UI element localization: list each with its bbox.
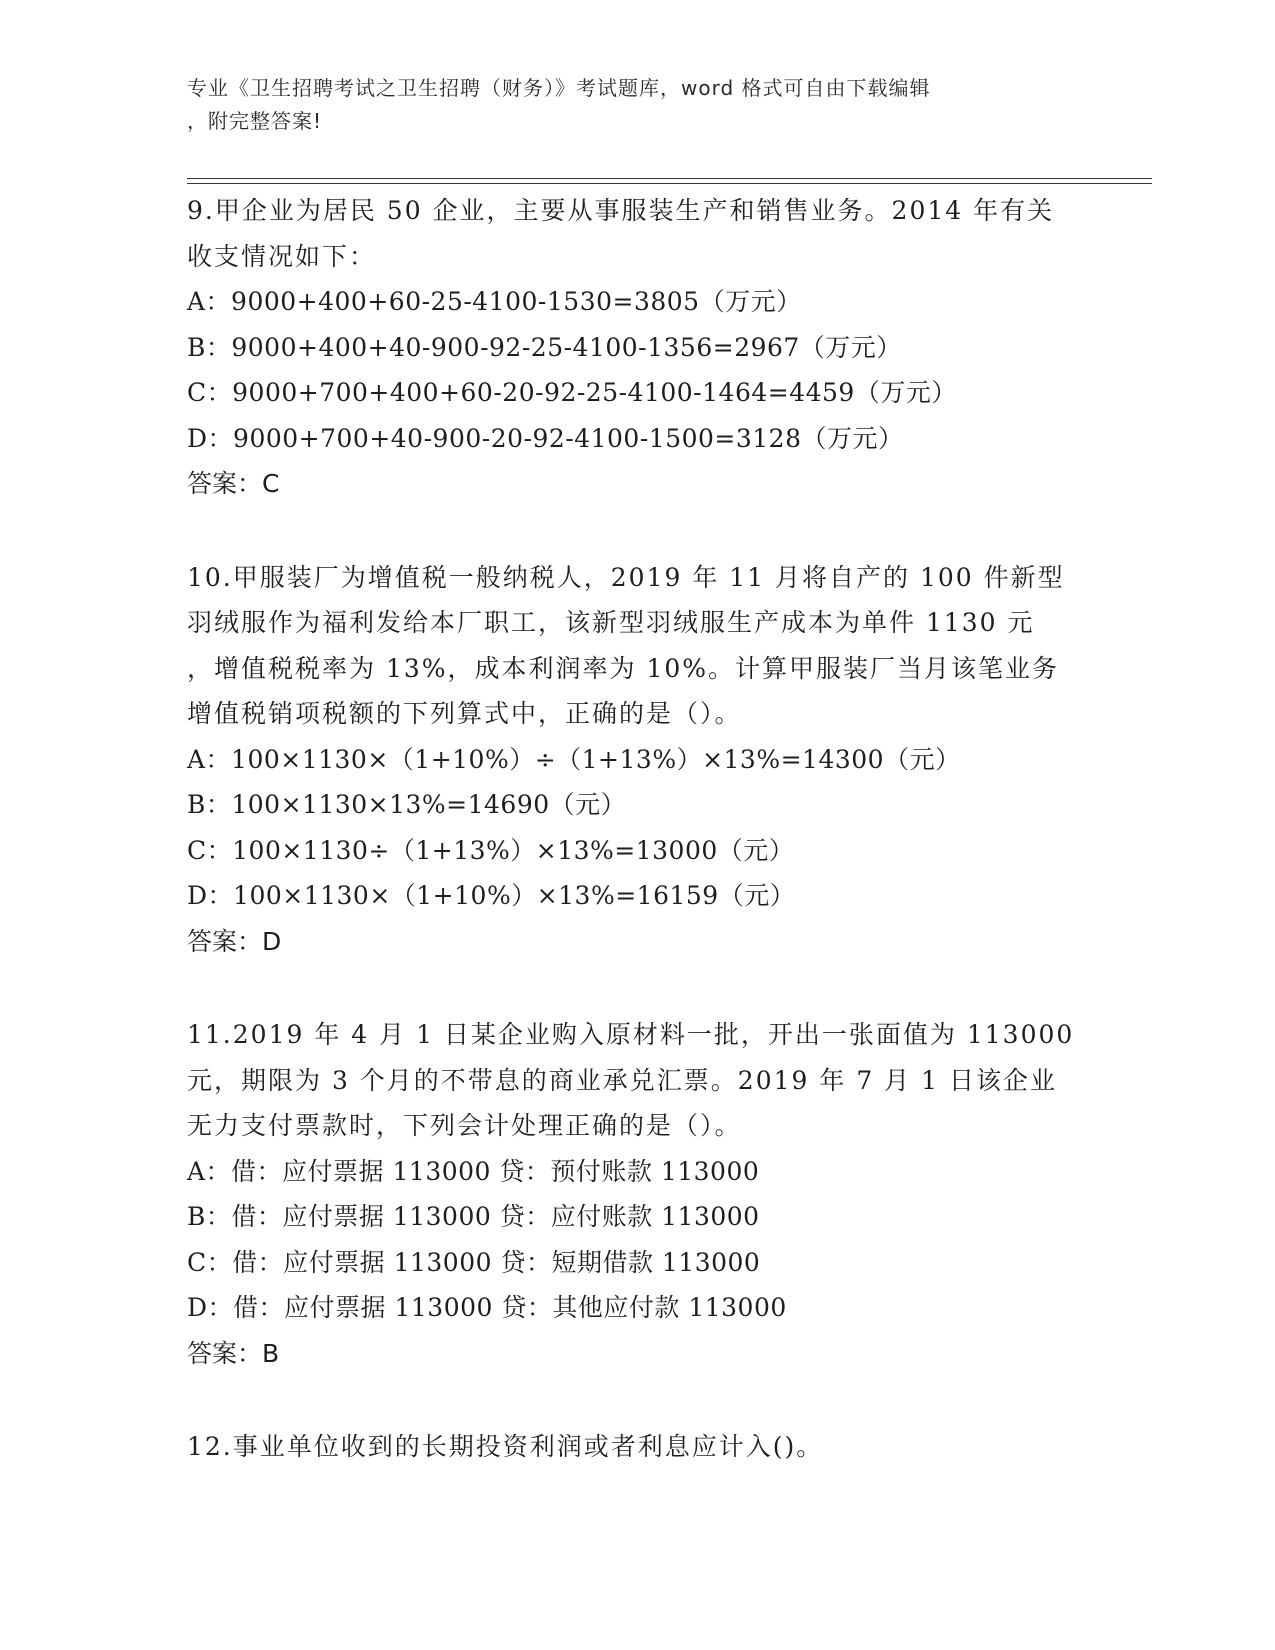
answer-line: 答案：C (187, 469, 280, 498)
option-b: B：借：应付票据 113000 贷：应付账款 113000 (187, 1202, 760, 1231)
question-12 (187, 1424, 1087, 1470)
option-c: C：借：应付票据 113000 贷：短期借款 113000 (187, 1247, 761, 1277)
option-c: C：9000+700+400+60-20-92-25-4100-1464=4459（万元） (187, 378, 957, 407)
question-10 (187, 555, 1087, 965)
question-stem: 无力支付票款时，下列会计处理正确的是（）。 (187, 1111, 742, 1140)
question-list (187, 188, 1087, 1470)
question-9 (187, 188, 1087, 507)
answer-line: 答案：D (187, 926, 282, 956)
question-stem: 11.2019 年 4 月 1 日某企业购入原材料一批，开出一张面值为 113000 (187, 1020, 1075, 1049)
option-a: A：100×1130×（1+10%）÷（1+13%）×13%=14300（元） (187, 744, 961, 774)
option-d: D：100×1130×（1+10%）×13%=16159（元） (187, 881, 796, 910)
answer-line: 答案：B (187, 1338, 280, 1368)
header-divider (187, 183, 1152, 184)
question-stem: ，增值税税率为 13%，成本利润率为 10%。计算甲服装厂当月该笔业务 (187, 653, 1060, 683)
question-stem: 收支情况如下： (187, 241, 377, 271)
header-line: ，附完整答案! (187, 109, 323, 133)
option-d: D：9000+700+40-900-20-92-4100-1500=3128（万元） (187, 423, 904, 453)
option-a: A：9000+400+60-25-4100-1530=3805（万元） (187, 287, 802, 316)
question-stem: 10.甲服装厂为增值税一般纳税人，2019 年 11 月将自产的 100 件新型 (187, 562, 1065, 592)
question-stem: 9.甲企业为居民 50 企业，主要从事服装生产和销售业务。2014 年有关 (187, 196, 1055, 225)
question-stem: 12.事业单位收到的长期投资利润或者利息应计入()。 (187, 1432, 824, 1461)
option-c: C：100×1130÷（1+13%）×13%=13000（元） (187, 835, 795, 865)
question-11 (187, 1012, 1087, 1376)
option-a: A：借：应付票据 113000 贷：预付账款 113000 (187, 1156, 760, 1186)
header-line: 专业《卫生招聘考试之卫生招聘（财务）》考试题库，word 格式可自由下载编辑 (187, 76, 931, 100)
option-b: B：100×1130×13%=14690（元） (187, 790, 627, 819)
page-header (187, 72, 1067, 138)
question-stem: 羽绒服作为福利发给本厂职工，该新型羽绒服生产成本为单件 1130 元 (187, 608, 1035, 637)
option-d: D：借：应付票据 113000 贷：其他应付款 113000 (187, 1293, 787, 1322)
header-divider (187, 178, 1152, 179)
option-b: B：9000+400+40-900-92-25-4100-1356=2967（万元） (187, 332, 902, 362)
question-stem: 增值税销项税额的下列算式中，正确的是（）。 (187, 699, 742, 728)
question-stem: 元，期限为 3 个月的不带息的商业承兑汇票。2019 年 7 月 1 日该企业 (187, 1065, 1057, 1095)
